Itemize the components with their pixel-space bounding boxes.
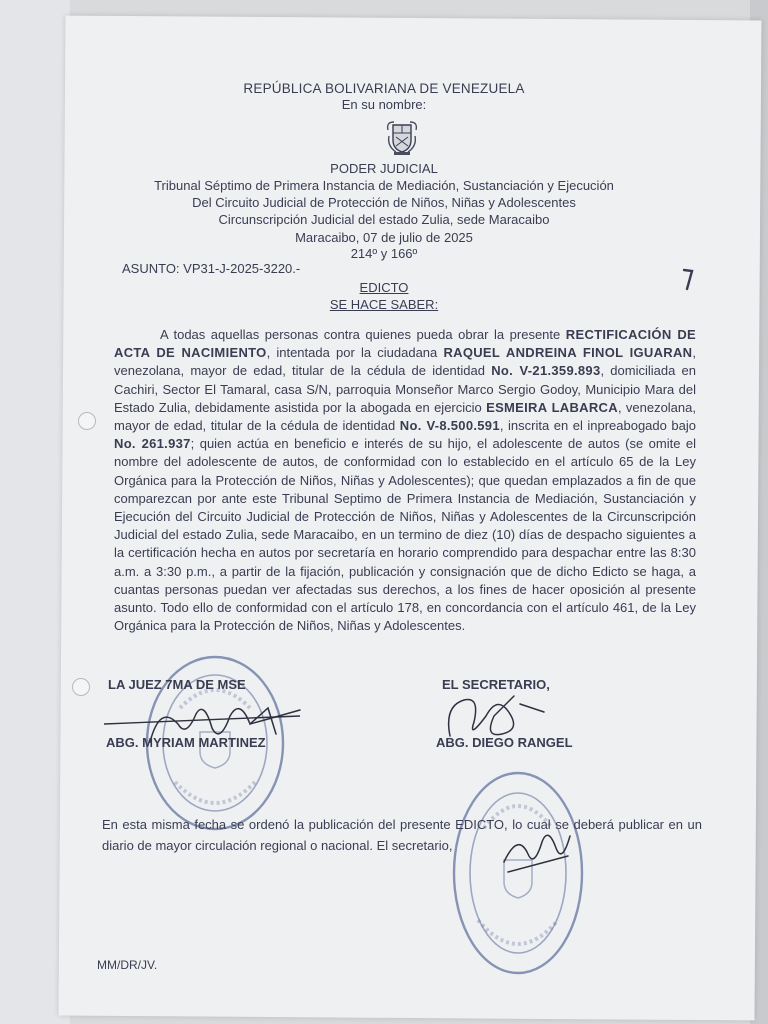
edict-body: A todas aquellas personas contra quienes pueda obrar la presente RECTIFICACIÓN DE ACTA DE NACIMIENTO, intentada por la ciudadana RAQUEL ANDREINA FINOL IGUARAN, venezolana, mayor de edad, titular de la cédula de identidad No. V-21.359.893, domiciliada en Cachiri, Sector El Tamaral, casa S/N, parroquia Monseñor Marco Sergio Godoy, Municipio Mara del Estado Zulia, debidamente asistida por la abogada en ejercicio ESMEIRA LABARCA, venezolana, mayor de edad, titular de la cédula de identidad No. V-8.500.591, inscrita en el inpreabogado bajo No. 261.937; quien actúa en beneficio e interés de su hijo, el adolescente de autos (se omite el nombre del adolescente de autos, de conformidad con lo establecido en el artículo 65 de la Ley Orgánica para la Protección de Niños, Niñas y Adolescentes); que quedan emplazados a fin de que comparezcan por ante este Tribunal Septimo de Primera Instancia de Mediación, Sustanciación y Ejecución del Circuito Judicial de Protección de Niños, Niñas y Adolescentes de la Circunscripción Judicial del estado Zulia, sede Maracaibo, en un termino de diez (10) días de despacho siguientes a la certificación hecha en autos por secretaría en horario comprendido para despachar entre las 8:30 a.m. a 3:30 p.m., a partir de la fijación, publicación y consignación que de dicho Edicto se haga, a cuantas personas puedan ver afectadas sus derechos, a los fines de hacer oposición al presente asunto. Todo ello de conformidad con el artículo 178, en concordancia con el artículo 461, de la Ley Orgánica para la Protección de Niños, Niñas y Adolescentes. [114,327,696,634]
coat-of-arms-icon [382,116,422,156]
in-name-line: En su nombre: [341,97,427,112]
republic-heading: REPÚBLICA BOLIVARIANA DE VENEZUELA [243,81,525,96]
tribunal-name: Tribunal Séptimo de Primera Instancia de Mediación, Sustanciación y Ejecución [154,178,614,193]
punch-hole [78,412,96,430]
judge-title: LA JUEZ 7MA DE MSE [108,677,246,692]
publication-order: En esta misma fecha se ordenó la publicación del presente EDICTO, lo cual se deberá publicar en un diario de mayor circulación regional o nacional. El secretario, [102,817,702,853]
circuit-name: Del Circuito Judicial de Protección de Niños, Niñas y Adolescentes [192,195,576,210]
document-title: EDICTO [359,280,409,295]
judge-name: ABG. MYRIAM MARTINEZ [106,735,266,750]
document-date: Maracaibo, 07 de julio de 2025 [295,230,473,245]
secretary-name: ABG. DIEGO RANGEL [436,735,573,750]
document-subtitle: SE HACE SABER: [329,297,439,312]
secretary-title: EL SECRETARIO, [442,677,550,692]
years-line: 214º y 166º [350,246,418,261]
case-subject: ASUNTO: VP31-J-2025-3220.- [122,261,301,276]
circumscription: Circunscripción Judicial del estado Zulia, sede Maracaibo [218,212,550,227]
judicial-power: PODER JUDICIAL [330,161,438,176]
document-initials: MM/DR/JV. [97,958,158,972]
footer-signature [498,822,578,882]
punch-hole [72,678,90,696]
